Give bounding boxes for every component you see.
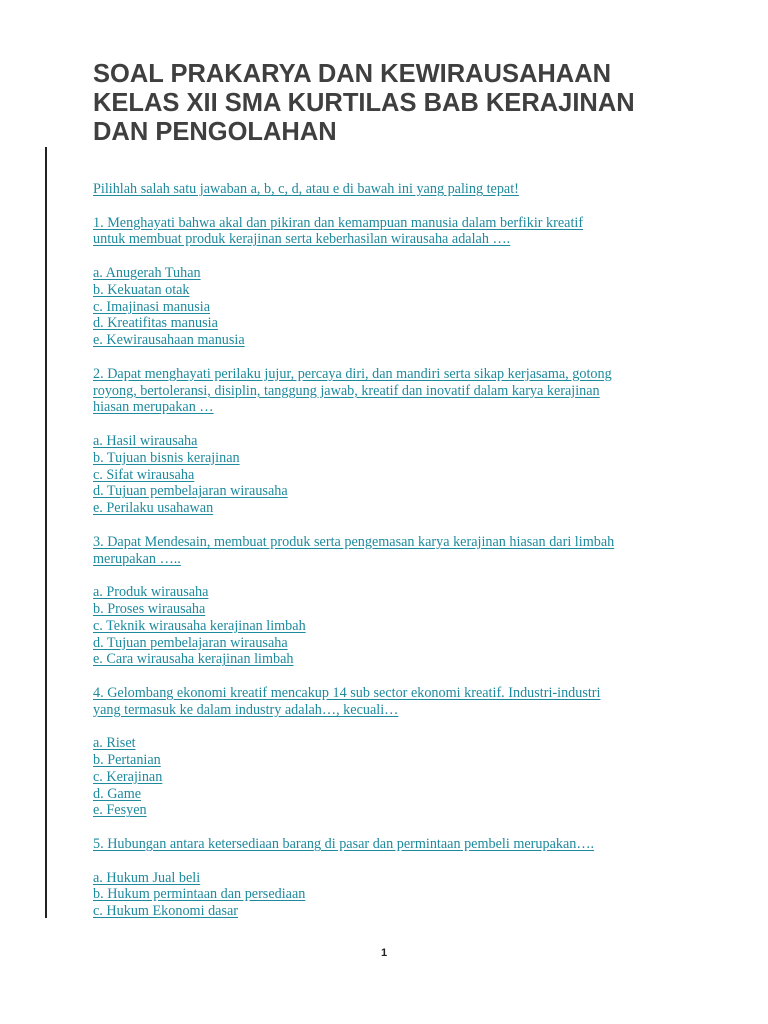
document-title [93, 60, 733, 147]
question-3 [93, 534, 693, 668]
question-line: 5. Hubungan antara ketersediaan barang di pasar dan permintaan pembeli merupakan…. [93, 836, 595, 853]
question-line: royong, bertoleransi, disiplin, tanggung jawab, kreatif dan inovatif dalam karya kerajinan [93, 382, 600, 399]
question-line: yang termasuk ke dalam industry adalah…, kecuali… [93, 701, 399, 718]
option-e: e. Perilaku usahawan [93, 500, 214, 517]
option-a: a. Hasil wirausaha [93, 432, 198, 449]
title-line: DAN PENGOLAHAN [93, 118, 337, 146]
option-e: e. Cara wirausaha kerajinan limbah [93, 651, 294, 668]
option-d: d. Tujuan pembelajaran wirausaha [93, 634, 288, 651]
option-e: e. Fesyen [93, 802, 147, 819]
option-e: e. Kewirausahaan manusia [93, 332, 245, 349]
title-line: KELAS XII SMA KURTILAS BAB KERAJINAN [93, 89, 635, 117]
option-d: d. Tujuan pembelajaran wirausaha [93, 483, 288, 500]
option-b: b. Tujuan bisnis kerajinan [93, 449, 240, 466]
option-b: b. Proses wirausaha [93, 600, 206, 617]
option-c: c. Sifat wirausaha [93, 466, 195, 483]
option-c: c. Kerajinan [93, 768, 163, 785]
title-line: SOAL PRAKARYA DAN KEWIRAUSAHAAN [93, 60, 612, 88]
option-d: d. Kreatifitas manusia [93, 315, 218, 332]
question-5 [93, 836, 693, 920]
instruction-text: Pilihlah salah satu jawaban a, b, c, d, atau e di bawah ini yang paling tepat! [93, 181, 519, 197]
question-line: 4. Gelombang ekonomi kreatif mencakup 14 sub sector ekonomi kreatif. Industri-industri [93, 684, 601, 701]
page-number: 1 [380, 947, 388, 959]
option-a: a. Produk wirausaha [93, 584, 209, 601]
option-a: a. Riset [93, 735, 136, 752]
margin-bar [45, 147, 47, 918]
option-c: c. Hukum Ekonomi dasar [93, 903, 238, 920]
option-a: a. Anugerah Tuhan [93, 264, 201, 281]
option-c: c. Teknik wirausaha kerajinan limbah [93, 617, 306, 634]
question-4 [93, 685, 693, 819]
question-line: 2. Dapat menghayati perilaku jujur, percaya diri, dan mandiri serta sikap kerjasama, gotong [93, 365, 612, 382]
option-d: d. Game [93, 785, 142, 802]
question-line: 1. Menghayati bahwa akal dan pikiran dan kemampuan manusia dalam berfikir kreatif [93, 214, 584, 231]
question-2 [93, 366, 693, 517]
option-b: b. Kekuatan otak [93, 281, 190, 298]
option-b: b. Pertanian [93, 752, 161, 769]
question-1 [93, 215, 693, 349]
question-line: 3. Dapat Mendesain, membuat produk serta pengemasan karya kerajinan hiasan dari limbah [93, 533, 615, 550]
question-line: merupakan ….. [93, 550, 181, 567]
option-a: a. Hukum Jual beli [93, 869, 201, 886]
option-c: c. Imajinasi manusia [93, 298, 211, 315]
question-line: hiasan merupakan … [93, 399, 214, 416]
question-line: untuk membuat produk kerajinan serta keberhasilan wirausaha adalah …. [93, 231, 511, 248]
option-b: b. Hukum permintaan dan persediaan [93, 886, 306, 903]
question-content [93, 181, 693, 920]
